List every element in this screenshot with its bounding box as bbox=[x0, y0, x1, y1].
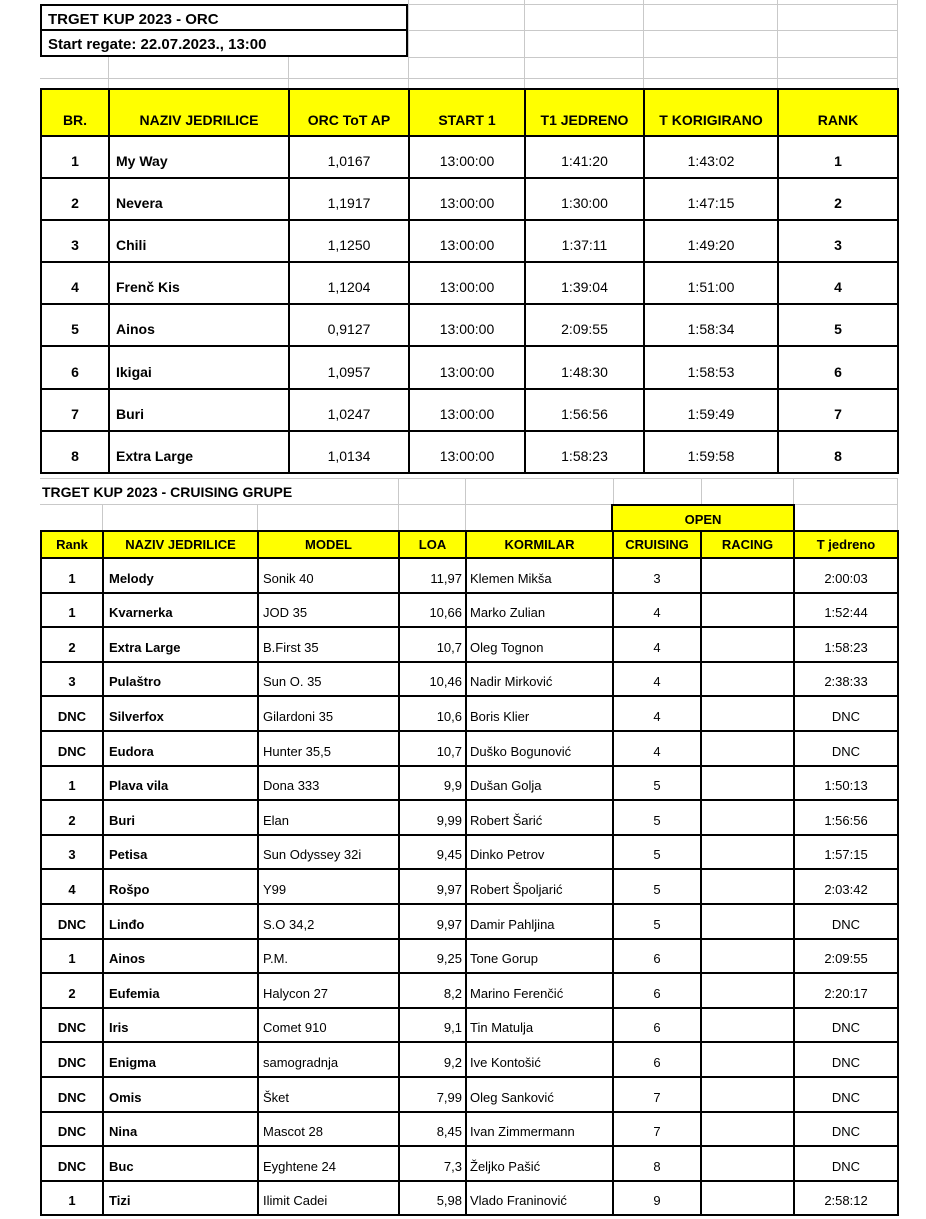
orc-start-date: Start regate: 22.07.2023., 13:00 bbox=[40, 29, 408, 57]
cell-br: 6 bbox=[41, 346, 109, 388]
cell-kormilar: Duško Bogunović bbox=[466, 731, 613, 766]
orc-header-br: BR. bbox=[41, 89, 109, 136]
cruising-header-row bbox=[41, 531, 898, 558]
cell-model: Mascot 28 bbox=[258, 1112, 399, 1147]
cell-cruising: 7 bbox=[613, 1077, 701, 1112]
cell-rank: DNC bbox=[41, 1042, 103, 1077]
cruising-table-row bbox=[41, 869, 898, 904]
cell-t-korigirano: 1:43:02 bbox=[644, 136, 778, 178]
cell-boat-name: Chili bbox=[109, 220, 289, 262]
cell-orc-tot-ap: 1,1917 bbox=[289, 178, 409, 220]
cell-br: 2 bbox=[41, 178, 109, 220]
cell-t-jedreno: DNC bbox=[794, 1146, 898, 1181]
cell-boat-name: Buc bbox=[103, 1146, 258, 1181]
cruising-table-row bbox=[41, 593, 898, 628]
cell-cruising: 6 bbox=[613, 1008, 701, 1043]
cell-t-jedreno: 2:38:33 bbox=[794, 662, 898, 697]
cell-boat-name: My Way bbox=[109, 136, 289, 178]
cell-boat-name: Enigma bbox=[103, 1042, 258, 1077]
cell-model: Eyghtene 24 bbox=[258, 1146, 399, 1181]
cell-racing bbox=[701, 1008, 794, 1043]
cell-loa: 10,7 bbox=[399, 731, 466, 766]
orc-table-row bbox=[41, 346, 898, 388]
open-group-header: OPEN bbox=[611, 504, 795, 532]
cell-start-time: 13:00:00 bbox=[409, 136, 525, 178]
cell-loa: 7,99 bbox=[399, 1077, 466, 1112]
cell-t-korigirano: 1:47:15 bbox=[644, 178, 778, 220]
cell-rank: 2 bbox=[778, 178, 898, 220]
cell-cruising: 5 bbox=[613, 766, 701, 801]
cell-t-jedreno: DNC bbox=[794, 904, 898, 939]
orc-table-row bbox=[41, 220, 898, 262]
gridline bbox=[897, 0, 898, 88]
cell-boat-name: Iris bbox=[103, 1008, 258, 1043]
cell-boat-name: Extra Large bbox=[109, 431, 289, 473]
cell-loa: 5,98 bbox=[399, 1181, 466, 1216]
cell-loa: 10,6 bbox=[399, 696, 466, 731]
cell-orc-tot-ap: 1,0167 bbox=[289, 136, 409, 178]
cell-loa: 9,97 bbox=[399, 869, 466, 904]
cell-start-time: 13:00:00 bbox=[409, 346, 525, 388]
cell-boat-name: Buri bbox=[109, 389, 289, 431]
cell-start-time: 13:00:00 bbox=[409, 262, 525, 304]
cell-kormilar: Nadir Mirković bbox=[466, 662, 613, 697]
cell-t-jedreno: 1:57:15 bbox=[794, 835, 898, 870]
cell-boat-name: Nina bbox=[103, 1112, 258, 1147]
cell-kormilar: Ive Kontošić bbox=[466, 1042, 613, 1077]
cell-cruising: 7 bbox=[613, 1112, 701, 1147]
cell-loa: 9,1 bbox=[399, 1008, 466, 1043]
cell-model: S.O 34,2 bbox=[258, 904, 399, 939]
cell-kormilar: Tin Matulja bbox=[466, 1008, 613, 1043]
cell-model: Halycon 27 bbox=[258, 973, 399, 1008]
cell-kormilar: Robert Špoljarić bbox=[466, 869, 613, 904]
cruising-table-row bbox=[41, 1042, 898, 1077]
orc-table-row bbox=[41, 304, 898, 346]
cell-racing bbox=[701, 593, 794, 628]
cell-rank: 7 bbox=[778, 389, 898, 431]
cell-t-jedreno: 1:56:56 bbox=[794, 800, 898, 835]
cell-kormilar: Dinko Petrov bbox=[466, 835, 613, 870]
cruising-table-row bbox=[41, 1077, 898, 1112]
orc-header-t1-jedreno: T1 JEDRENO bbox=[525, 89, 644, 136]
cell-rank: 1 bbox=[41, 1181, 103, 1216]
cell-t1-jedreno: 1:37:11 bbox=[525, 220, 644, 262]
cell-rank: DNC bbox=[41, 1077, 103, 1112]
orc-header-naziv: NAZIV JEDRILICE bbox=[109, 89, 289, 136]
cell-model: Gilardoni 35 bbox=[258, 696, 399, 731]
cell-loa: 9,99 bbox=[399, 800, 466, 835]
cell-rank: DNC bbox=[41, 731, 103, 766]
cell-t1-jedreno: 1:39:04 bbox=[525, 262, 644, 304]
cell-boat-name: Plava vila bbox=[103, 766, 258, 801]
cell-racing bbox=[701, 904, 794, 939]
cell-t-jedreno: DNC bbox=[794, 696, 898, 731]
cell-model: samogradnja bbox=[258, 1042, 399, 1077]
gridline bbox=[408, 57, 897, 58]
orc-table-row bbox=[41, 136, 898, 178]
cell-rank: DNC bbox=[41, 1146, 103, 1181]
cruising-header-t-jedreno: T jedreno bbox=[794, 531, 898, 558]
cruising-header-naziv: NAZIV JEDRILICE bbox=[103, 531, 258, 558]
cell-t-jedreno: 1:52:44 bbox=[794, 593, 898, 628]
cruising-table-row bbox=[41, 973, 898, 1008]
cell-t-korigirano: 1:58:53 bbox=[644, 346, 778, 388]
cruising-table-row bbox=[41, 1146, 898, 1181]
gridline bbox=[643, 0, 644, 88]
cell-kormilar: Klemen Mikša bbox=[466, 558, 613, 593]
cell-rank: 3 bbox=[41, 835, 103, 870]
cell-t-jedreno: 1:50:13 bbox=[794, 766, 898, 801]
gridline bbox=[897, 478, 898, 530]
orc-header-korigirano: T KORIGIRANO bbox=[644, 89, 778, 136]
cell-rank: 5 bbox=[778, 304, 898, 346]
cruising-table-row bbox=[41, 731, 898, 766]
cruising-table-row bbox=[41, 939, 898, 974]
cell-model: Y99 bbox=[258, 869, 399, 904]
cell-boat-name: Pulaštro bbox=[103, 662, 258, 697]
cell-t1-jedreno: 1:48:30 bbox=[525, 346, 644, 388]
cell-orc-tot-ap: 1,1250 bbox=[289, 220, 409, 262]
cell-model: Ilimit Cadei bbox=[258, 1181, 399, 1216]
cell-racing bbox=[701, 558, 794, 593]
cell-t-jedreno: 2:03:42 bbox=[794, 869, 898, 904]
cell-start-time: 13:00:00 bbox=[409, 389, 525, 431]
gridline bbox=[701, 478, 702, 504]
cell-loa: 10,7 bbox=[399, 627, 466, 662]
cell-boat-name: Eufemia bbox=[103, 973, 258, 1008]
cruising-table-row bbox=[41, 835, 898, 870]
cell-loa: 8,45 bbox=[399, 1112, 466, 1147]
cell-boat-name: Melody bbox=[103, 558, 258, 593]
cell-racing bbox=[701, 800, 794, 835]
cruising-header-cruising: CRUISING bbox=[613, 531, 701, 558]
cell-start-time: 13:00:00 bbox=[409, 220, 525, 262]
cell-boat-name: Petisa bbox=[103, 835, 258, 870]
cell-kormilar: Marko Zulian bbox=[466, 593, 613, 628]
cell-br: 5 bbox=[41, 304, 109, 346]
cell-kormilar: Robert Šarić bbox=[466, 800, 613, 835]
cell-t1-jedreno: 1:58:23 bbox=[525, 431, 644, 473]
cell-t1-jedreno: 2:09:55 bbox=[525, 304, 644, 346]
cell-cruising: 4 bbox=[613, 731, 701, 766]
cell-cruising: 6 bbox=[613, 1042, 701, 1077]
orc-table-row bbox=[41, 431, 898, 473]
cell-rank: 4 bbox=[778, 262, 898, 304]
cell-cruising: 4 bbox=[613, 627, 701, 662]
gridline bbox=[408, 4, 897, 5]
cell-t-jedreno: 2:09:55 bbox=[794, 939, 898, 974]
cell-rank: 1 bbox=[778, 136, 898, 178]
orc-section-title: TRGET KUP 2023 - ORC bbox=[40, 4, 408, 31]
cell-loa: 10,46 bbox=[399, 662, 466, 697]
cruising-table-row bbox=[41, 1112, 898, 1147]
orc-header-row bbox=[41, 89, 898, 136]
cell-kormilar: Boris Klier bbox=[466, 696, 613, 731]
cell-kormilar: Vlado Franinović bbox=[466, 1181, 613, 1216]
cell-rank: DNC bbox=[41, 696, 103, 731]
gridline bbox=[613, 478, 614, 504]
cell-racing bbox=[701, 973, 794, 1008]
cell-cruising: 5 bbox=[613, 835, 701, 870]
cell-racing bbox=[701, 731, 794, 766]
cell-racing bbox=[701, 835, 794, 870]
cell-model: B.First 35 bbox=[258, 627, 399, 662]
cell-racing bbox=[701, 1042, 794, 1077]
cell-loa: 7,3 bbox=[399, 1146, 466, 1181]
cell-orc-tot-ap: 1,1204 bbox=[289, 262, 409, 304]
cell-model: Šket bbox=[258, 1077, 399, 1112]
cell-boat-name: Ainos bbox=[109, 304, 289, 346]
cell-racing bbox=[701, 627, 794, 662]
cell-racing bbox=[701, 939, 794, 974]
cell-t-korigirano: 1:58:34 bbox=[644, 304, 778, 346]
cell-racing bbox=[701, 869, 794, 904]
cell-kormilar: Ivan Zimmermann bbox=[466, 1112, 613, 1147]
cell-model: JOD 35 bbox=[258, 593, 399, 628]
cell-boat-name: Nevera bbox=[109, 178, 289, 220]
cell-cruising: 4 bbox=[613, 593, 701, 628]
cell-t-korigirano: 1:51:00 bbox=[644, 262, 778, 304]
cell-rank: DNC bbox=[41, 1008, 103, 1043]
cell-boat-name: Kvarnerka bbox=[103, 593, 258, 628]
cell-t-jedreno: 2:20:17 bbox=[794, 973, 898, 1008]
cell-boat-name: Eudora bbox=[103, 731, 258, 766]
orc-table-row bbox=[41, 389, 898, 431]
orc-header-rank: RANK bbox=[778, 89, 898, 136]
cell-rank: 4 bbox=[41, 869, 103, 904]
cell-loa: 9,25 bbox=[399, 939, 466, 974]
cell-model: Sonik 40 bbox=[258, 558, 399, 593]
cell-t-jedreno: 1:58:23 bbox=[794, 627, 898, 662]
cell-boat-name: Extra Large bbox=[103, 627, 258, 662]
cell-cruising: 4 bbox=[613, 696, 701, 731]
cell-boat-name: Tizi bbox=[103, 1181, 258, 1216]
cell-kormilar: Oleg Tognon bbox=[466, 627, 613, 662]
cell-racing bbox=[701, 696, 794, 731]
cell-br: 3 bbox=[41, 220, 109, 262]
cell-br: 4 bbox=[41, 262, 109, 304]
cell-rank: 2 bbox=[41, 973, 103, 1008]
cell-t-jedreno: DNC bbox=[794, 1112, 898, 1147]
cell-loa: 9,45 bbox=[399, 835, 466, 870]
cell-cruising: 8 bbox=[613, 1146, 701, 1181]
cell-t1-jedreno: 1:41:20 bbox=[525, 136, 644, 178]
cell-orc-tot-ap: 1,0957 bbox=[289, 346, 409, 388]
cell-cruising: 6 bbox=[613, 939, 701, 974]
cell-rank: 6 bbox=[778, 346, 898, 388]
cell-model: Sun Odyssey 32i bbox=[258, 835, 399, 870]
cell-loa: 10,66 bbox=[399, 593, 466, 628]
cell-rank: DNC bbox=[41, 1112, 103, 1147]
cell-model: Hunter 35,5 bbox=[258, 731, 399, 766]
cell-br: 1 bbox=[41, 136, 109, 178]
cell-start-time: 13:00:00 bbox=[409, 431, 525, 473]
cell-boat-name: Omis bbox=[103, 1077, 258, 1112]
cell-t-jedreno: 2:00:03 bbox=[794, 558, 898, 593]
orc-header-orc-tot: ORC ToT AP bbox=[289, 89, 409, 136]
cell-t-korigirano: 1:59:49 bbox=[644, 389, 778, 431]
cell-t-korigirano: 1:49:20 bbox=[644, 220, 778, 262]
cell-t1-jedreno: 1:56:56 bbox=[525, 389, 644, 431]
cell-br: 7 bbox=[41, 389, 109, 431]
cruising-table-row bbox=[41, 800, 898, 835]
cell-loa: 11,97 bbox=[399, 558, 466, 593]
cell-loa: 8,2 bbox=[399, 973, 466, 1008]
cell-t-korigirano: 1:59:58 bbox=[644, 431, 778, 473]
gridline bbox=[288, 57, 289, 88]
cell-model: P.M. bbox=[258, 939, 399, 974]
cell-kormilar: Tone Gorup bbox=[466, 939, 613, 974]
cell-loa: 9,97 bbox=[399, 904, 466, 939]
cell-loa: 9,2 bbox=[399, 1042, 466, 1077]
cruising-header-model: MODEL bbox=[258, 531, 399, 558]
cell-racing bbox=[701, 766, 794, 801]
cell-boat-name: Silverfox bbox=[103, 696, 258, 731]
cell-cruising: 4 bbox=[613, 662, 701, 697]
cell-cruising: 3 bbox=[613, 558, 701, 593]
cell-kormilar: Željko Pašić bbox=[466, 1146, 613, 1181]
cruising-table-row bbox=[41, 662, 898, 697]
cell-kormilar: Oleg Sanković bbox=[466, 1077, 613, 1112]
cell-racing bbox=[701, 1146, 794, 1181]
cell-orc-tot-ap: 0,9127 bbox=[289, 304, 409, 346]
cell-boat-name: Buri bbox=[103, 800, 258, 835]
cell-boat-name: Linđo bbox=[103, 904, 258, 939]
cruising-section-title: TRGET KUP 2023 - CRUISING GRUPE bbox=[42, 484, 293, 500]
gridline bbox=[777, 0, 778, 88]
orc-header-start1: START 1 bbox=[409, 89, 525, 136]
gridline bbox=[108, 57, 109, 88]
cell-racing bbox=[701, 1077, 794, 1112]
cell-boat-name: Ainos bbox=[103, 939, 258, 974]
cell-racing bbox=[701, 662, 794, 697]
cell-t-jedreno: DNC bbox=[794, 1077, 898, 1112]
cell-rank: 3 bbox=[41, 662, 103, 697]
cell-rank: 2 bbox=[41, 800, 103, 835]
cell-loa: 9,9 bbox=[399, 766, 466, 801]
cruising-table-row bbox=[41, 766, 898, 801]
cell-t-jedreno: 2:58:12 bbox=[794, 1181, 898, 1216]
cell-boat-name: Rošpo bbox=[103, 869, 258, 904]
cruising-table-row bbox=[41, 558, 898, 593]
cruising-table-row bbox=[41, 1008, 898, 1043]
cruising-table-row bbox=[41, 696, 898, 731]
gridline bbox=[40, 78, 897, 79]
cell-t-jedreno: DNC bbox=[794, 1008, 898, 1043]
gridline bbox=[793, 478, 794, 504]
cell-rank: 1 bbox=[41, 558, 103, 593]
gridline bbox=[408, 0, 409, 88]
cruising-header-racing: RACING bbox=[701, 531, 794, 558]
cruising-header-rank: Rank bbox=[41, 531, 103, 558]
cell-boat-name: Ikigai bbox=[109, 346, 289, 388]
orc-table-row bbox=[41, 262, 898, 304]
cell-orc-tot-ap: 1,0247 bbox=[289, 389, 409, 431]
cell-t-jedreno: DNC bbox=[794, 1042, 898, 1077]
cell-rank: 1 bbox=[41, 593, 103, 628]
gridline bbox=[524, 0, 525, 88]
cell-model: Comet 910 bbox=[258, 1008, 399, 1043]
cell-boat-name: Frenč Kis bbox=[109, 262, 289, 304]
cell-cruising: 6 bbox=[613, 973, 701, 1008]
cell-t-jedreno: DNC bbox=[794, 731, 898, 766]
cell-racing bbox=[701, 1181, 794, 1216]
cell-model: Sun O. 35 bbox=[258, 662, 399, 697]
cell-rank: DNC bbox=[41, 904, 103, 939]
cell-model: Elan bbox=[258, 800, 399, 835]
cell-racing bbox=[701, 1112, 794, 1147]
cruising-header-kormilar: KORMILAR bbox=[466, 531, 613, 558]
cruising-header-loa: LOA bbox=[399, 531, 466, 558]
cell-start-time: 13:00:00 bbox=[409, 178, 525, 220]
cruising-results-table bbox=[40, 530, 899, 1216]
orc-table-row bbox=[41, 178, 898, 220]
cell-model: Dona 333 bbox=[258, 766, 399, 801]
cell-cruising: 9 bbox=[613, 1181, 701, 1216]
cell-cruising: 5 bbox=[613, 904, 701, 939]
cell-rank: 8 bbox=[778, 431, 898, 473]
cell-cruising: 5 bbox=[613, 800, 701, 835]
cell-rank: 1 bbox=[41, 766, 103, 801]
cell-start-time: 13:00:00 bbox=[409, 304, 525, 346]
cell-br: 8 bbox=[41, 431, 109, 473]
cell-t1-jedreno: 1:30:00 bbox=[525, 178, 644, 220]
orc-results-table bbox=[40, 88, 899, 474]
cell-rank: 1 bbox=[41, 939, 103, 974]
gridline bbox=[408, 30, 897, 31]
cell-rank: 2 bbox=[41, 627, 103, 662]
cell-orc-tot-ap: 1,0134 bbox=[289, 431, 409, 473]
cell-rank: 3 bbox=[778, 220, 898, 262]
cell-kormilar: Marino Ferenčić bbox=[466, 973, 613, 1008]
cruising-table-row bbox=[41, 627, 898, 662]
cell-kormilar: Dušan Golja bbox=[466, 766, 613, 801]
cell-kormilar: Damir Pahljina bbox=[466, 904, 613, 939]
cell-cruising: 5 bbox=[613, 869, 701, 904]
cruising-table-row bbox=[41, 1181, 898, 1216]
cruising-table-row bbox=[41, 904, 898, 939]
